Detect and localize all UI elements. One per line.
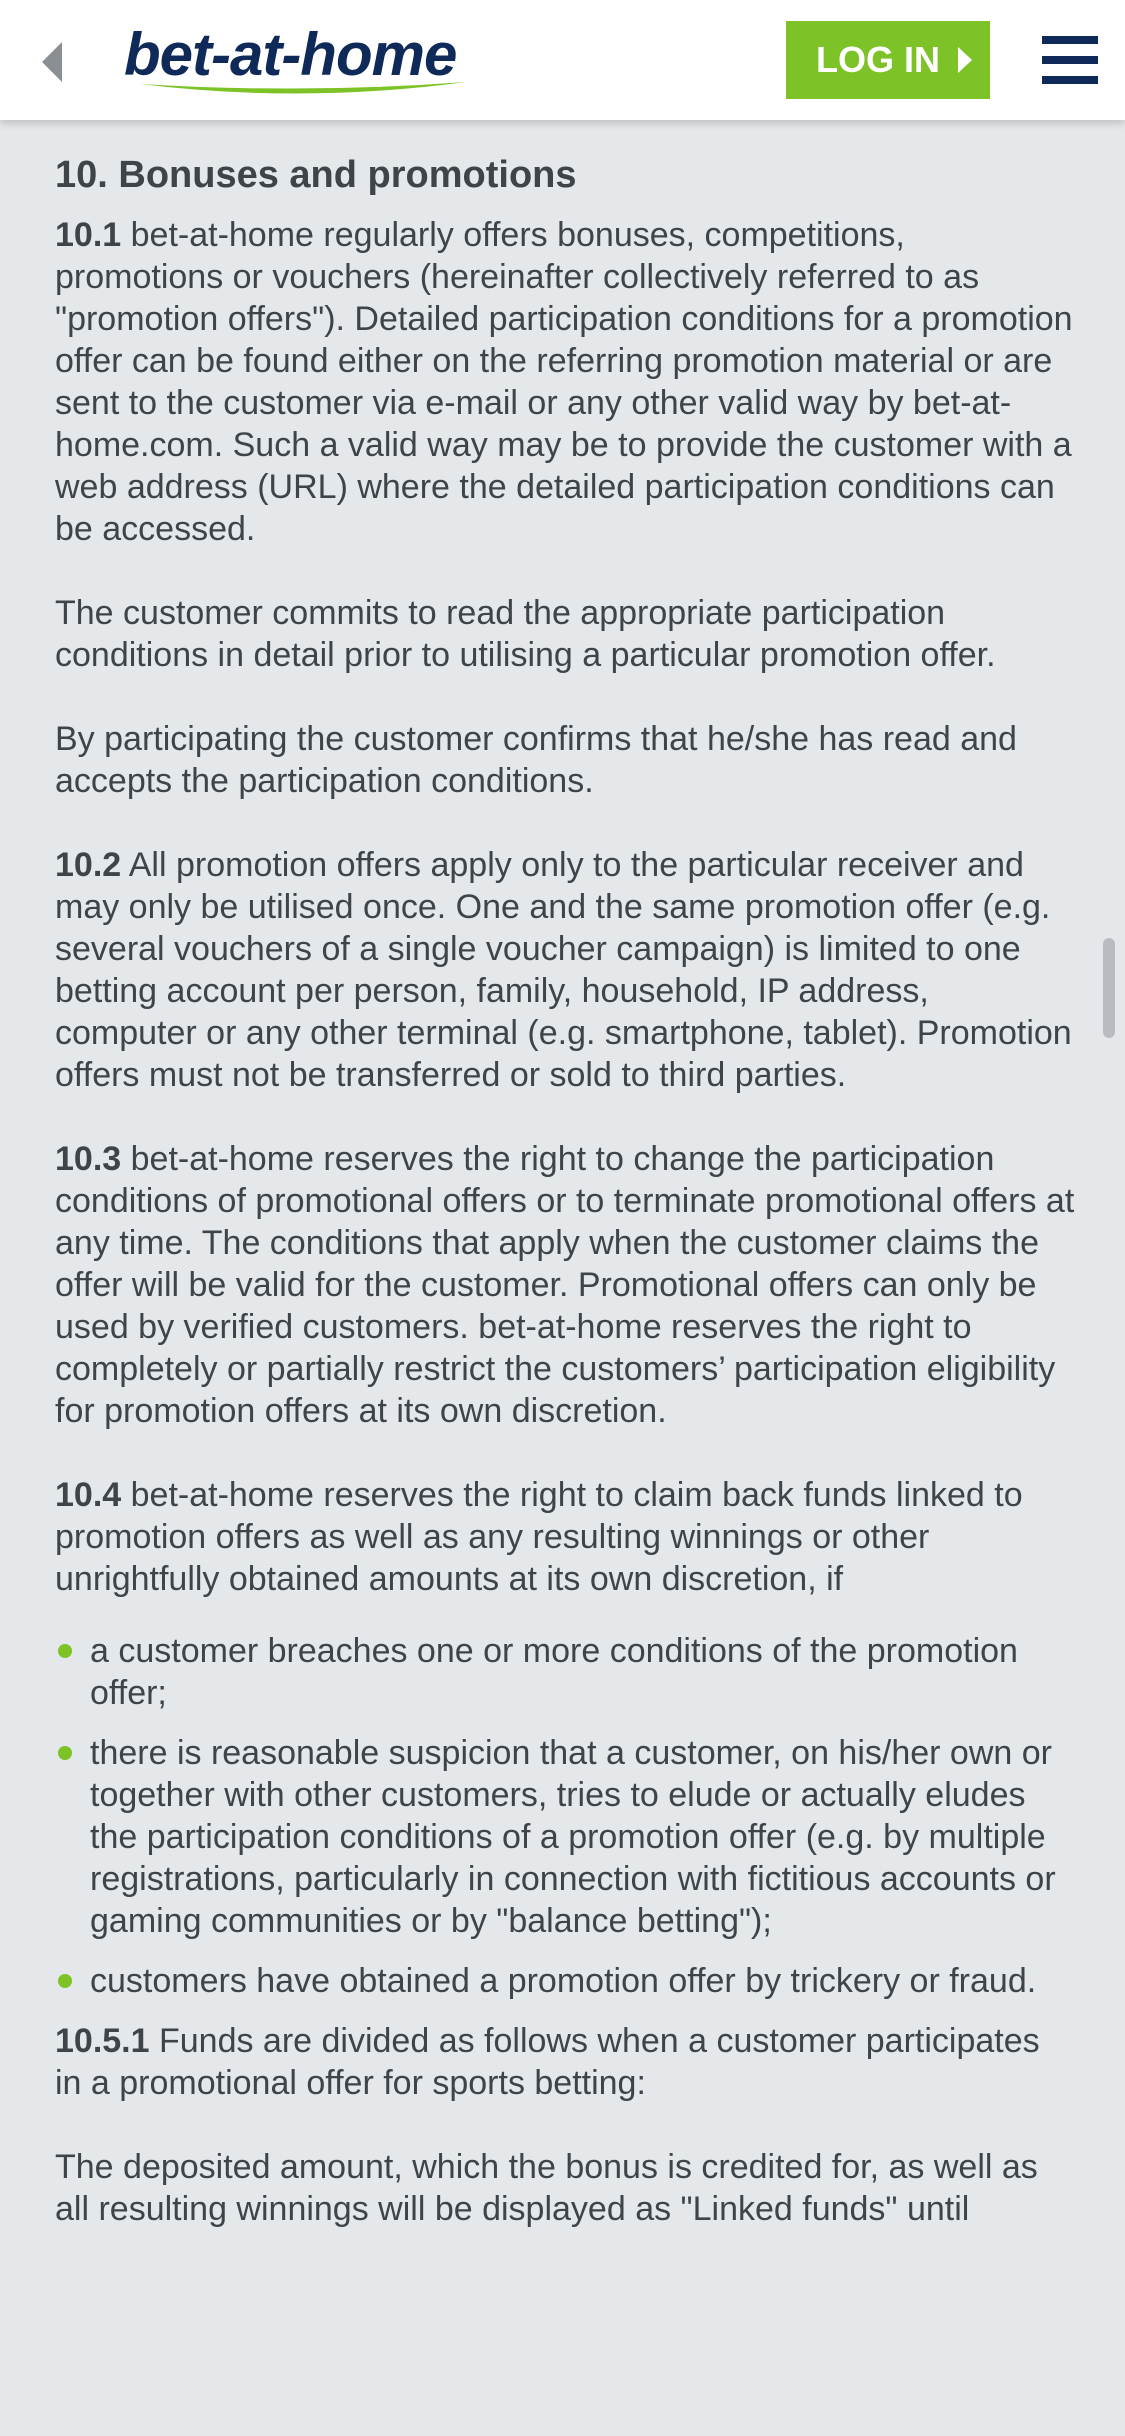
logo-text: bet-at-home	[124, 21, 457, 88]
bet-at-home-logo[interactable]	[124, 20, 464, 98]
clause-number: 10.4	[55, 1476, 122, 1514]
bullet-icon	[58, 1644, 72, 1658]
clause-number: 10.5.1	[55, 2022, 150, 2060]
list-item	[55, 1630, 1075, 1714]
bullet-icon	[58, 1974, 72, 1988]
list-item-text: customers have obtained a promotion offer by trickery or fraud.	[90, 1962, 1037, 2000]
terms-content	[55, 120, 1075, 2272]
clause-text: bet-at-home reserves the right to change the participation conditions of promotional offers or to terminate promotional offers at any time. The conditions that apply when the customer claims the offer will be valid for the customer. Promotional offers can only be used by verified customers. bet-at-home reserves the right to completely or partially restrict the customers’ participation eligibility for promotion offers at its own discretion.	[55, 1140, 1075, 1430]
clause-number: 10.2	[55, 846, 122, 884]
paragraph-commit: The customer commits to read the appropriate participation conditions in detail prior to utilising a particular promotion offer.	[55, 594, 996, 674]
scrollbar-thumb[interactable]	[1103, 938, 1115, 1038]
list-item-text: a customer breaches one or more conditions of the promotion offer;	[90, 1632, 1018, 1712]
clause-text: bet-at-home reserves the right to claim back funds linked to promotion offers as well as any resulting winnings or other unrightfully obtained amounts at its own discretion, if	[55, 1476, 1023, 1598]
hamburger-menu-icon[interactable]	[1042, 36, 1098, 84]
clause-number: 10.3	[55, 1140, 122, 1178]
chevron-right-icon	[956, 47, 974, 73]
paragraph-confirm: By participating the customer confirms that he/she has read and accepts the participation conditions.	[55, 720, 1017, 800]
back-arrow-icon[interactable]	[36, 40, 76, 84]
list-item-text: there is reasonable suspicion that a customer, on his/her own or together with other customers, tries to elude or actually eludes the participation conditions of a promotion offer (e.g. by multiple registrations, particularly in connection with fictitious accounts or gaming communities or by "balance betting");	[90, 1734, 1056, 1940]
section-title: 10. Bonuses and promotions	[55, 154, 577, 196]
logo-swoosh-icon	[138, 78, 468, 98]
paragraph-deposited: The deposited amount, which the bonus is credited for, as well as all resulting winnings will be displayed as "Linked funds" until	[55, 2148, 1038, 2228]
paragraph-10-4	[55, 1474, 1075, 1600]
login-button[interactable]	[786, 21, 990, 99]
clause-number: 10.1	[55, 216, 122, 254]
paragraph-10-1	[55, 214, 1075, 550]
clause-text: bet-at-home regularly offers bonuses, competitions, promotions or vouchers (hereinafter collectively referred to as "promotion offers"). Detailed participation conditions for a promotion offer can be found either on the referring promotion material or are sent to the customer via e-mail or any other valid way by bet-at-home.com. Such a valid way may be to provide the customer with a web address (URL) where the detailed participation conditions can be accessed.	[55, 216, 1073, 548]
clause-text: Funds are divided as follows when a customer participates in a promotional offer for sports betting:	[55, 2022, 1040, 2102]
login-button-label: LOG IN	[816, 39, 940, 80]
bullet-icon	[58, 1746, 72, 1760]
paragraph-10-2	[55, 844, 1075, 1096]
clause-text: All promotion offers apply only to the particular receiver and may only be utilised once. One and the same promotion offer (e.g. several vouchers of a single voucher campaign) is limited to one betting account per person, family, household, IP address, computer or any other terminal (e.g. smartphone, tablet). Promotion offers must not be transferred or sold to third parties.	[55, 846, 1072, 1094]
top-bar	[0, 0, 1125, 120]
list-item	[55, 1960, 1075, 2002]
conditions-list	[55, 1630, 1075, 2002]
paragraph-10-5-1	[55, 2020, 1075, 2104]
list-item	[55, 1732, 1075, 1942]
paragraph-10-3	[55, 1138, 1075, 1432]
